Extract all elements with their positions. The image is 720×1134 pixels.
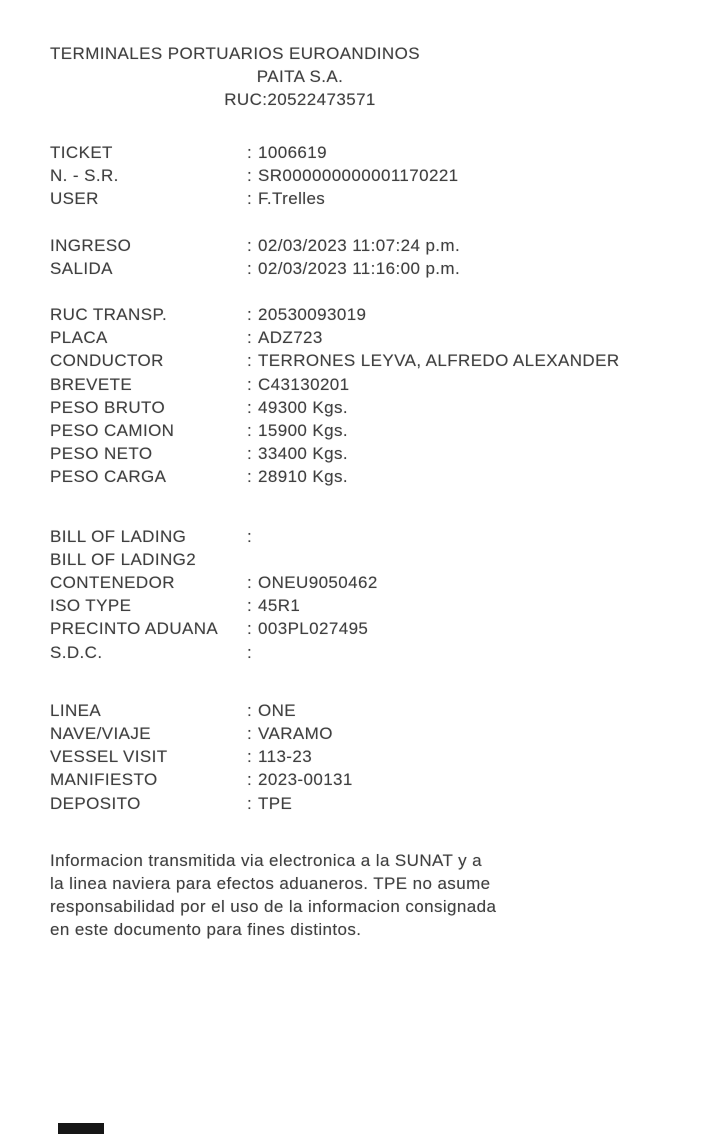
legal-notice xyxy=(50,849,690,942)
field-value: ONEU9050462 xyxy=(258,573,378,593)
company-name: TERMINALES PORTUARIOS EUROANDINOS xyxy=(50,44,420,63)
field-row xyxy=(50,164,690,187)
field-value: SR000000000001170221 xyxy=(258,166,459,186)
field-separator: : xyxy=(247,258,253,278)
field-separator: : xyxy=(247,770,253,790)
company-location: PAITA S.A. xyxy=(256,67,344,87)
field-row xyxy=(50,234,690,257)
field-separator: : xyxy=(247,397,253,417)
field-section xyxy=(50,234,690,280)
field-label: PESO NETO xyxy=(50,444,153,464)
field-row xyxy=(50,465,690,488)
field-separator: : xyxy=(247,444,253,464)
field-value: VARAMO xyxy=(258,724,333,744)
field-value: 2023-00131 xyxy=(258,770,353,790)
document-header xyxy=(50,42,550,112)
field-value: 45R1 xyxy=(258,596,301,616)
field-label: LINEA xyxy=(50,700,102,720)
field-label: BREVETE xyxy=(50,374,133,394)
field-row xyxy=(50,745,690,768)
field-label: MANIFIESTO xyxy=(50,770,158,790)
field-value: ONE xyxy=(258,700,297,720)
field-section xyxy=(50,303,690,489)
field-row xyxy=(50,768,690,791)
field-separator: : xyxy=(247,328,253,348)
field-row xyxy=(50,641,690,664)
field-label: CONDUCTOR xyxy=(50,351,164,371)
field-label: VESSEL VISIT xyxy=(50,747,168,767)
field-value: 003PL027495 xyxy=(258,619,369,639)
field-separator: : xyxy=(247,619,253,639)
field-separator: : xyxy=(247,700,253,720)
field-row xyxy=(50,257,690,280)
field-label: S.D.C. xyxy=(50,642,103,662)
field-label: BILL OF LADING xyxy=(50,526,187,546)
field-row xyxy=(50,594,690,617)
ticket-fields xyxy=(50,141,690,942)
field-row xyxy=(50,419,690,442)
field-separator: : xyxy=(247,724,253,744)
field-label: N. - S.R. xyxy=(50,166,119,186)
field-label: SALIDA xyxy=(50,258,113,278)
field-separator: : xyxy=(247,793,253,813)
field-separator: : xyxy=(247,235,253,255)
field-label: ISO TYPE xyxy=(50,596,132,616)
field-separator: : xyxy=(247,351,253,371)
field-separator: : xyxy=(247,526,253,546)
field-label: RUC TRANSP. xyxy=(50,305,168,325)
field-separator: : xyxy=(247,305,253,325)
field-separator: : xyxy=(247,642,253,662)
legal-notice-line: responsabilidad por el uso de la informacion consignada xyxy=(50,897,497,917)
field-separator: : xyxy=(247,573,253,593)
field-value: 02/03/2023 11:16:00 p.m. xyxy=(258,258,461,278)
field-row xyxy=(50,396,690,419)
field-value: 113-23 xyxy=(258,747,313,767)
field-label: PRECINTO ADUANA xyxy=(50,619,219,639)
legal-notice-line: Informacion transmitida via electronica a la SUNAT y a xyxy=(50,850,482,870)
field-row xyxy=(50,525,690,548)
field-row xyxy=(50,349,690,372)
field-row xyxy=(50,141,690,164)
company-ruc: RUC:20522473571 xyxy=(224,90,376,110)
field-value: 20530093019 xyxy=(258,305,367,325)
field-row xyxy=(50,303,690,326)
field-label: INGRESO xyxy=(50,235,132,255)
field-label: PESO BRUTO xyxy=(50,397,166,417)
field-separator: : xyxy=(247,166,253,186)
field-section xyxy=(50,699,690,815)
field-row xyxy=(50,722,690,745)
legal-notice-line: la linea naviera para efectos aduaneros. TPE no asume xyxy=(50,874,491,894)
field-value: 49300 Kgs. xyxy=(258,397,349,417)
field-label: USER xyxy=(50,189,99,209)
legal-notice-line: en este documento para fines distintos. xyxy=(50,920,362,940)
field-separator: : xyxy=(247,421,253,441)
field-value: 02/03/2023 11:07:24 p.m. xyxy=(258,235,461,255)
field-row xyxy=(50,571,690,594)
field-separator: : xyxy=(247,596,253,616)
barcode-fragment-mark xyxy=(58,1123,104,1134)
field-value: C43130201 xyxy=(258,374,350,394)
field-separator: : xyxy=(247,374,253,394)
field-row xyxy=(50,699,690,722)
field-label: TICKET xyxy=(50,143,113,162)
field-label: NAVE/VIAJE xyxy=(50,724,151,744)
field-row xyxy=(50,617,690,640)
field-label: DEPOSITO xyxy=(50,793,141,813)
field-label: PESO CAMION xyxy=(50,421,175,441)
field-section xyxy=(50,141,690,211)
field-value: 1006619 xyxy=(258,143,327,162)
field-separator: : xyxy=(247,747,253,767)
field-label: PLACA xyxy=(50,328,108,348)
field-section xyxy=(50,525,690,664)
field-value: 33400 Kgs. xyxy=(258,444,349,464)
field-row xyxy=(50,373,690,396)
field-label: PESO CARGA xyxy=(50,467,167,487)
field-separator xyxy=(247,548,258,571)
field-value: ADZ723 xyxy=(258,328,323,348)
field-row xyxy=(50,326,690,349)
field-row xyxy=(50,548,690,571)
field-separator: : xyxy=(247,143,253,162)
field-separator: : xyxy=(247,467,253,487)
field-value: 15900 Kgs. xyxy=(258,421,349,441)
field-value: TERRONES LEYVA, ALFREDO ALEXANDER xyxy=(258,351,620,371)
field-row xyxy=(50,187,690,210)
field-separator: : xyxy=(247,189,253,209)
field-row xyxy=(50,792,690,815)
field-value: TPE xyxy=(258,793,293,813)
field-label: CONTENEDOR xyxy=(50,573,175,593)
field-value: 28910 Kgs. xyxy=(258,467,349,487)
field-label: BILL OF LADING2 xyxy=(50,549,197,569)
field-value: F.Trelles xyxy=(258,189,326,209)
field-row xyxy=(50,442,690,465)
